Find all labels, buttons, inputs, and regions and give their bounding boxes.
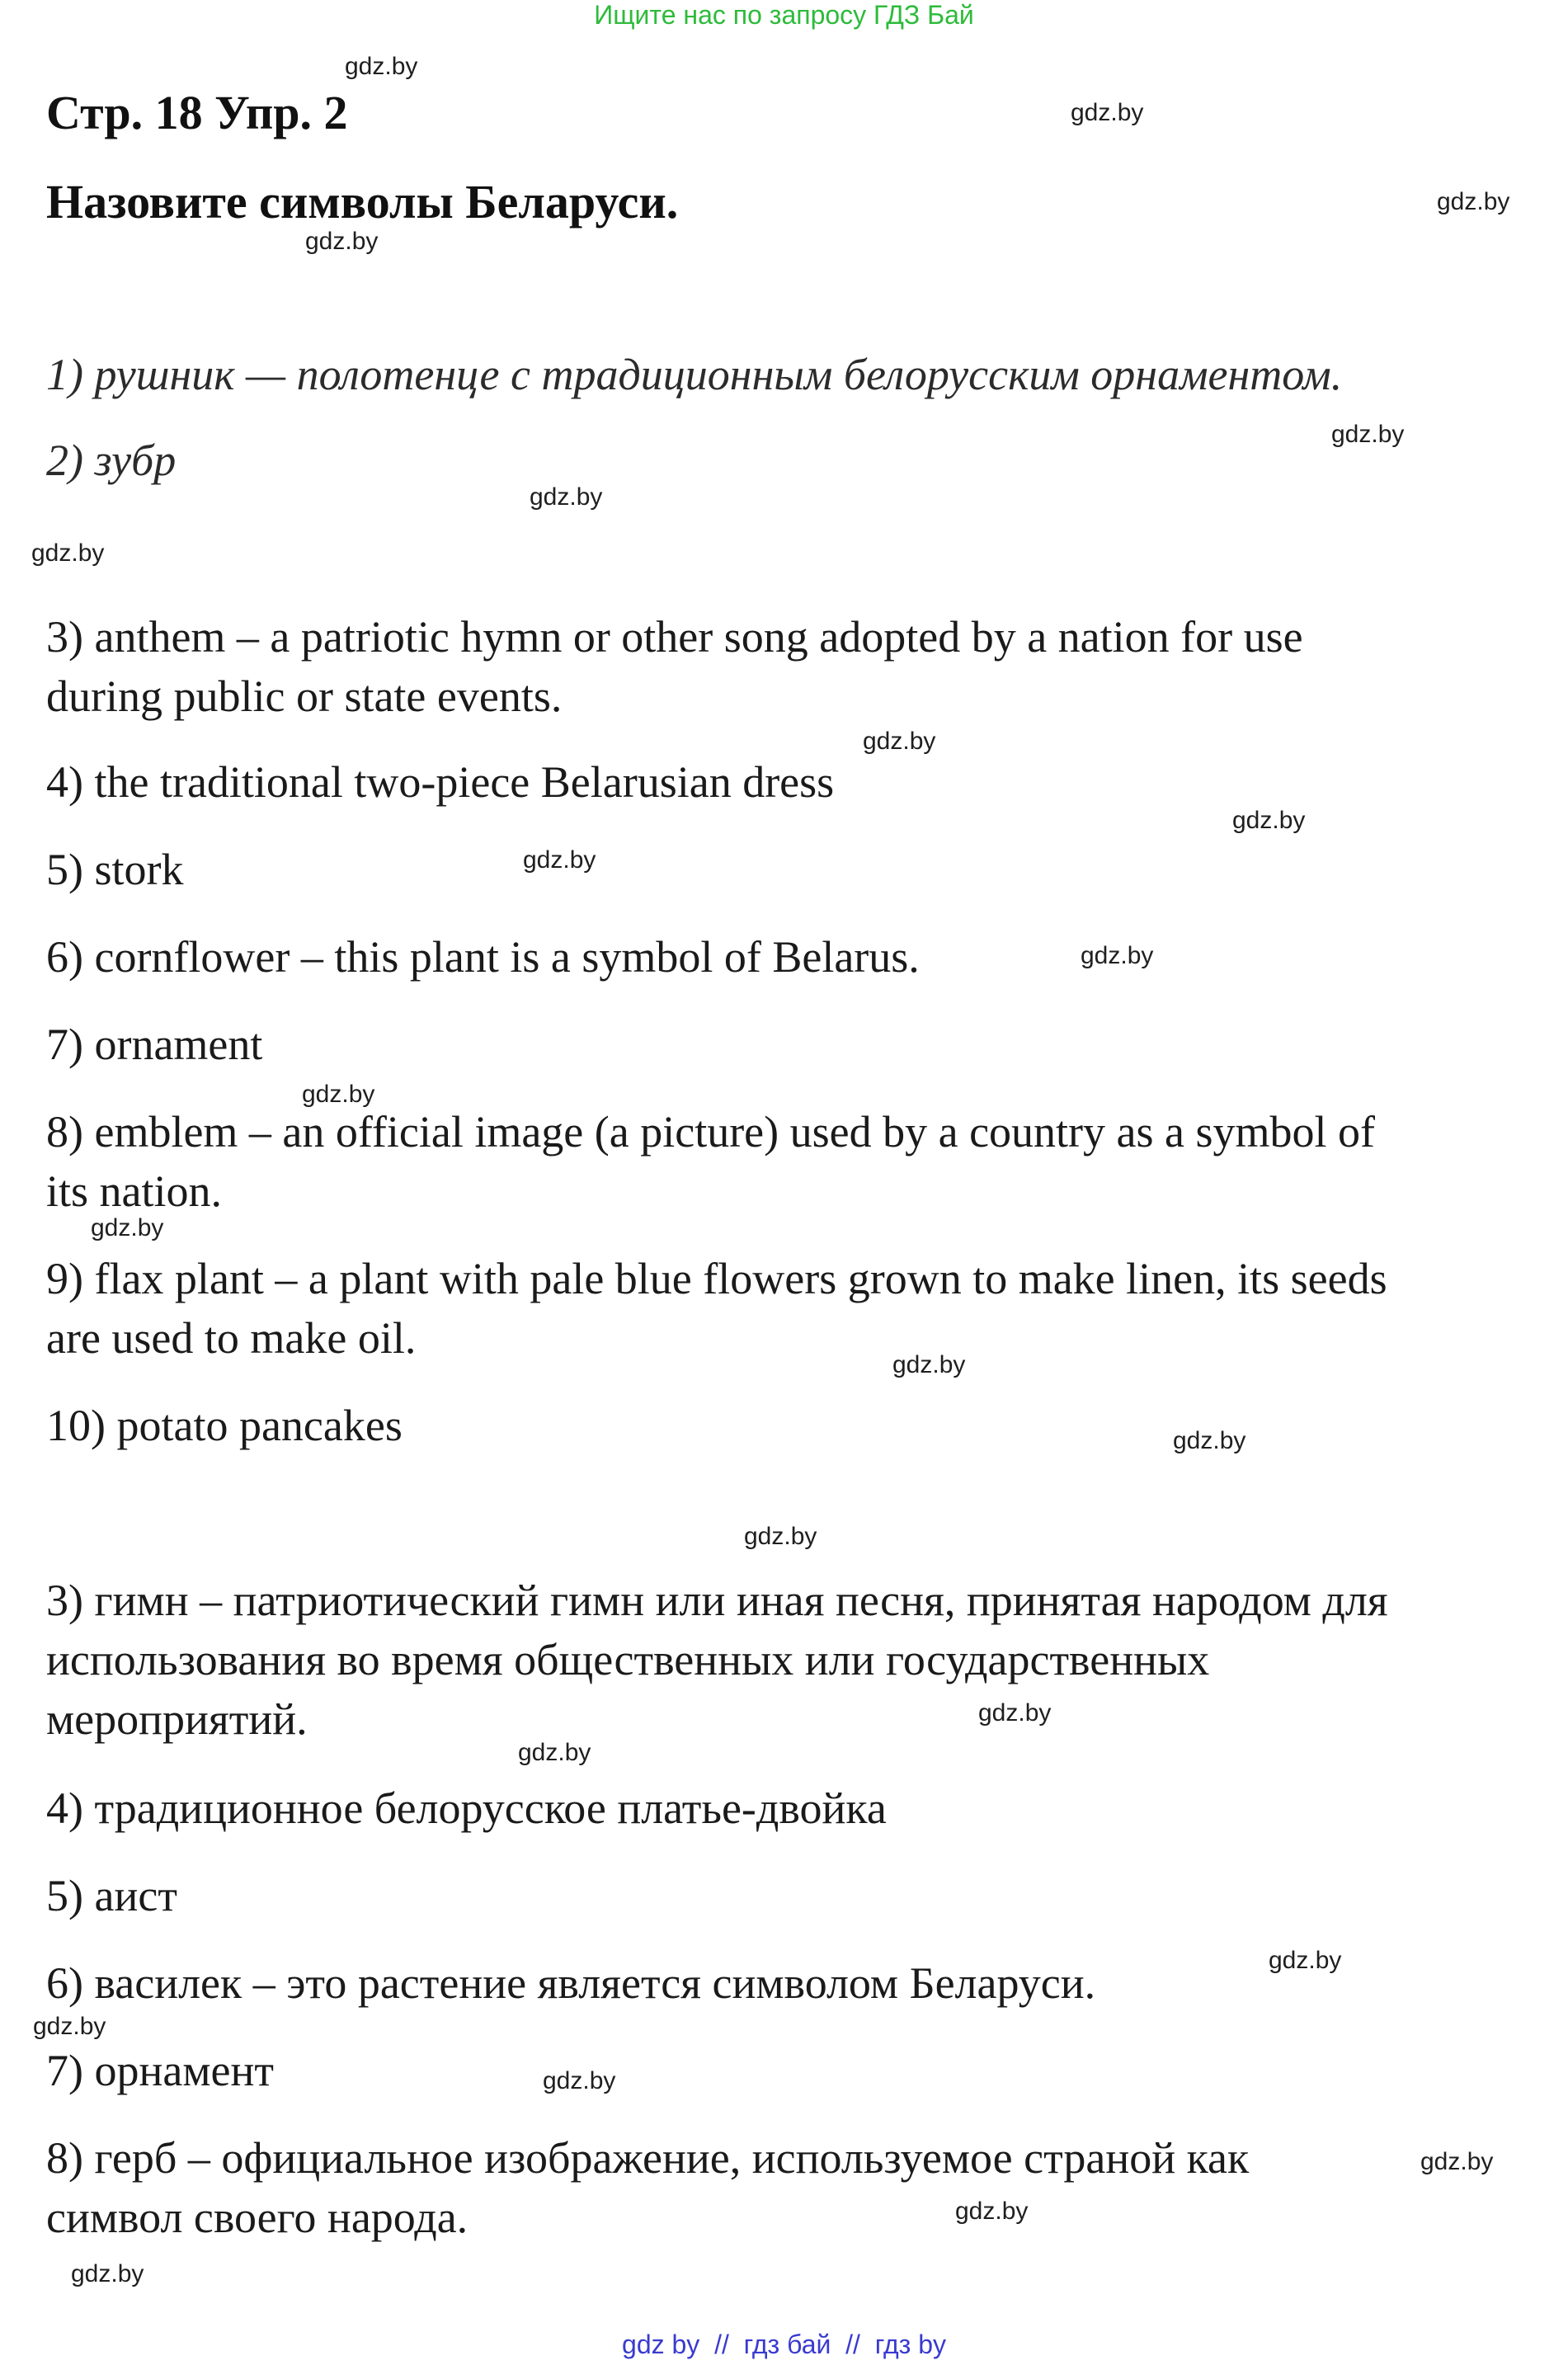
watermark: gdz.by	[91, 1214, 164, 1241]
en-answer-9-line2: are used to make oil.	[46, 1313, 417, 1363]
ru-answer-8-line2: символ своего народа.	[46, 2193, 469, 2242]
watermark: gdz.by	[1269, 1947, 1342, 1974]
ru-answer-4: 4) традиционное белорусское платье-двойка	[46, 1783, 887, 1833]
watermark: gdz.by	[530, 483, 603, 511]
watermark: gdz.by	[33, 2013, 106, 2040]
en-answer-3-line1: 3) anthem – a patriotic hymn or other song adopted by a nation for use	[46, 612, 1303, 662]
watermark: gdz.by	[305, 228, 379, 255]
watermark: gdz.by	[71, 2260, 144, 2287]
watermark: gdz.by	[744, 1523, 817, 1550]
watermark: gdz.by	[1331, 421, 1405, 448]
watermark: gdz.by	[1173, 1427, 1246, 1454]
watermark: gdz.by	[955, 2198, 1029, 2225]
en-answer-5: 5) stork	[46, 845, 184, 894]
ru-answer-7: 7) орнамент	[46, 2046, 274, 2095]
top-banner[interactable]: Ищите нас по запросу ГДЗ Бай	[594, 0, 974, 30]
watermark: gdz.by	[31, 539, 105, 567]
task-heading: Назовите символы Беларуси.	[46, 175, 679, 228]
watermark: gdz.by	[1232, 807, 1306, 834]
watermark: gdz.by	[1071, 99, 1144, 126]
ru-answer-3-line1: 3) гимн – патриотический гимн или иная песня, принятая народом для	[46, 1576, 1388, 1625]
en-answer-3-line2: during public or state events.	[46, 671, 563, 721]
en-answer-4: 4) the traditional two-piece Belarusian dress	[46, 757, 835, 807]
ru-answer-3-line2: использования во время общественных или государственных	[46, 1635, 1210, 1684]
ru-answer-8-line1: 8) герб – официальное изображение, используемое страной как	[46, 2133, 1250, 2183]
en-answer-7: 7) ornament	[46, 1020, 263, 1069]
intro-item-1: 1) рушник — полотенце с традиционным белорусским орнаментом.	[46, 350, 1343, 399]
en-answer-9-line1: 9) flax plant – a plant with pale blue flowers grown to make linen, its seeds	[46, 1254, 1387, 1303]
watermark: gdz.by	[978, 1699, 1052, 1727]
exercise-title: Стр. 18 Упр. 2	[46, 86, 348, 139]
watermark: gdz.by	[523, 846, 596, 874]
ru-answer-3-line3: мероприятий.	[46, 1694, 308, 1744]
watermark: gdz.by	[1420, 2148, 1494, 2175]
en-answer-8-line2: its nation.	[46, 1166, 222, 1216]
en-answer-10: 10) potato pancakes	[46, 1401, 403, 1450]
watermark: gdz.by	[863, 728, 936, 755]
watermark: gdz.by	[302, 1081, 375, 1108]
watermark: gdz.by	[892, 1351, 966, 1378]
intro-item-2: 2) зубр	[46, 436, 177, 485]
watermark: gdz.by	[1081, 942, 1154, 969]
en-answer-8-line1: 8) emblem – an official image (a picture) used by a country as a symbol of	[46, 1107, 1375, 1157]
watermark: gdz.by	[518, 1739, 591, 1766]
footer-links[interactable]: gdz by // гдз бай // гдз by	[622, 2330, 946, 2359]
en-answer-6: 6) cornflower – this plant is a symbol of Belarus.	[46, 932, 920, 982]
watermark: gdz.by	[345, 53, 418, 80]
ru-answer-5: 5) аист	[46, 1871, 177, 1920]
ru-answer-6: 6) василек – это растение является символом Беларуси.	[46, 1958, 1096, 2008]
watermark: gdz.by	[1437, 188, 1510, 215]
watermark: gdz.by	[543, 2067, 616, 2094]
